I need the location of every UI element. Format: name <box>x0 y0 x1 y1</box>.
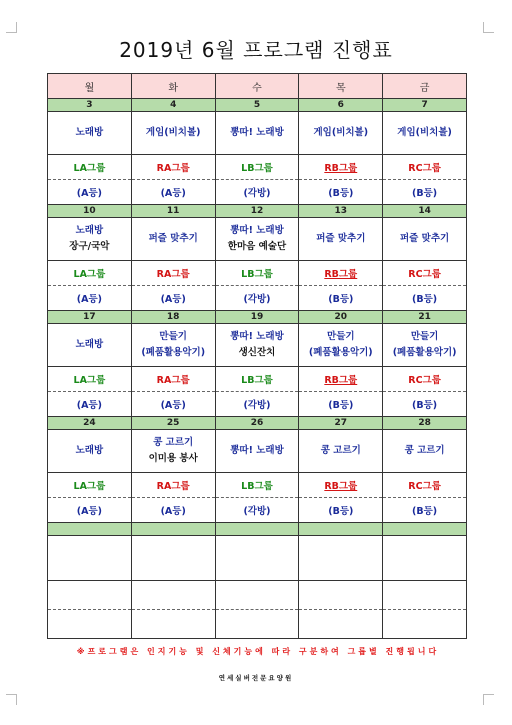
level-cell: (B등) <box>299 392 383 417</box>
activity-text: 뽕따! 노래방 <box>230 127 284 138</box>
level-cell: (각방) <box>215 392 299 417</box>
group-cell: RA그룹 <box>131 261 215 286</box>
date-row <box>48 205 467 218</box>
activity-cell <box>48 324 132 367</box>
group-cell: RA그룹 <box>131 473 215 498</box>
page-corner-mark <box>6 22 17 33</box>
activity-text: 노래방 <box>75 339 104 350</box>
activity-cell <box>48 430 132 473</box>
date-cell: 19 <box>215 311 299 324</box>
activity-cell <box>131 430 215 473</box>
activity-cell <box>299 218 383 261</box>
empty-cell <box>299 610 383 639</box>
empty-cell <box>215 536 299 581</box>
activity-text: 뽕따! 노래방 <box>230 445 284 456</box>
group-cell: RC그룹 <box>383 261 467 286</box>
activity-cell <box>383 430 467 473</box>
date-cell <box>48 523 132 536</box>
date-cell: 17 <box>48 311 132 324</box>
level-cell: (B등) <box>383 392 467 417</box>
date-cell <box>131 523 215 536</box>
empty-cell <box>299 581 383 610</box>
level-cell: (A등) <box>48 180 132 205</box>
weekday-header-row <box>48 74 467 99</box>
group-cell: RC그룹 <box>383 367 467 392</box>
level-cell: (각방) <box>215 180 299 205</box>
level-cell: (A등) <box>48 392 132 417</box>
group-cell: RA그룹 <box>131 367 215 392</box>
level-cell: (B등) <box>383 286 467 311</box>
empty-row <box>48 610 467 639</box>
date-cell: 20 <box>299 311 383 324</box>
empty-row <box>48 581 467 610</box>
empty-cell <box>383 581 467 610</box>
date-row <box>48 417 467 430</box>
date-cell: 28 <box>383 417 467 430</box>
schedule-table <box>47 73 467 639</box>
date-cell: 7 <box>383 99 467 112</box>
date-cell: 10 <box>48 205 132 218</box>
empty-cell <box>383 536 467 581</box>
empty-cell <box>215 610 299 639</box>
activity-cell <box>131 218 215 261</box>
date-row <box>48 99 467 112</box>
date-cell: 11 <box>131 205 215 218</box>
group-cell: LB그룹 <box>215 473 299 498</box>
activity-text: 콩 고르기 <box>153 437 194 448</box>
level-cell: (A등) <box>131 392 215 417</box>
date-cell: 12 <box>215 205 299 218</box>
activity-cell <box>299 324 383 367</box>
level-cell: (A등) <box>48 286 132 311</box>
group-row <box>48 155 467 180</box>
activity-subtext: 장구/국악 <box>69 241 110 252</box>
empty-cell <box>131 536 215 581</box>
date-cell <box>215 523 299 536</box>
activity-row <box>48 324 467 367</box>
activity-text: 퍼즐 맞추기 <box>399 233 450 244</box>
group-row <box>48 367 467 392</box>
empty-cell <box>48 610 132 639</box>
activity-text: 퍼즐 맞추기 <box>148 233 198 244</box>
activity-cell <box>131 324 215 367</box>
activity-text: 게임(비치볼) <box>313 127 369 138</box>
group-cell: LA그룹 <box>48 155 132 180</box>
activity-cell <box>383 112 467 155</box>
activity-subtext: (폐품활용악기) <box>308 347 373 358</box>
activity-row <box>48 112 467 155</box>
activity-cell <box>383 324 467 367</box>
date-cell: 4 <box>131 99 215 112</box>
page-corner-mark <box>483 22 494 33</box>
group-row <box>48 473 467 498</box>
activity-subtext: (폐품활용악기) <box>141 347 206 358</box>
activity-text: 노래방 <box>75 445 104 456</box>
program-note: ※프로그램은 인지기능 및 신체기능에 따라 구분하여 그룹별 진행됩니다 <box>76 647 440 656</box>
group-cell: RC그룹 <box>383 155 467 180</box>
activity-text: 만들기 <box>159 331 187 342</box>
group-cell: LA그룹 <box>48 261 132 286</box>
level-cell: (B등) <box>299 286 383 311</box>
group-cell: LB그룹 <box>215 155 299 180</box>
date-row <box>48 523 467 536</box>
level-cell: (B등) <box>299 180 383 205</box>
empty-cell <box>131 610 215 639</box>
empty-cell <box>215 581 299 610</box>
date-cell: 25 <box>131 417 215 430</box>
weekday-header: 금 <box>383 74 467 99</box>
group-cell: LB그룹 <box>215 367 299 392</box>
activity-cell <box>48 112 132 155</box>
activity-text: 만들기 <box>327 331 355 342</box>
level-cell: (B등) <box>383 498 467 523</box>
date-cell: 14 <box>383 205 467 218</box>
level-cell: (A등) <box>131 498 215 523</box>
activity-text: 게임(비치볼) <box>145 127 201 138</box>
page-corner-mark <box>483 694 494 705</box>
weekday-header: 월 <box>48 74 132 99</box>
activity-text: 뽕따! 노래방 <box>230 331 284 342</box>
activity-row <box>48 430 467 473</box>
activity-cell <box>215 218 299 261</box>
level-cell: (B등) <box>383 180 467 205</box>
weekday-header: 화 <box>131 74 215 99</box>
date-cell: 21 <box>383 311 467 324</box>
level-row <box>48 392 467 417</box>
activity-text: 퍼즐 맞추기 <box>316 233 366 244</box>
level-row <box>48 180 467 205</box>
activity-text: 뽕따! 노래방 <box>230 225 284 236</box>
page-corner-mark <box>6 694 17 705</box>
group-cell: RB그룹 <box>299 261 383 286</box>
group-row <box>48 261 467 286</box>
activity-text: 게임(비치볼) <box>397 127 452 138</box>
level-cell: (A등) <box>131 286 215 311</box>
activity-cell <box>383 218 467 261</box>
group-cell: RA그룹 <box>131 155 215 180</box>
group-cell: RB그룹 <box>299 367 383 392</box>
date-row <box>48 311 467 324</box>
activity-text: 노래방 <box>75 127 104 138</box>
level-row <box>48 286 467 311</box>
empty-cell <box>383 610 467 639</box>
date-cell: 6 <box>299 99 383 112</box>
group-cell: RB그룹 <box>299 473 383 498</box>
activity-cell <box>131 112 215 155</box>
level-cell: (각방) <box>215 286 299 311</box>
group-cell: LA그룹 <box>48 367 132 392</box>
activity-cell <box>215 324 299 367</box>
activity-text: 노래방 <box>75 225 104 236</box>
level-cell: (A등) <box>48 498 132 523</box>
date-cell: 27 <box>299 417 383 430</box>
page-title: 2019년 6월 프로그램 진행표 <box>119 38 393 62</box>
activity-cell <box>48 218 132 261</box>
activity-text: 콩 고르기 <box>320 445 361 456</box>
date-cell <box>299 523 383 536</box>
date-cell: 24 <box>48 417 132 430</box>
empty-cell <box>131 581 215 610</box>
date-cell: 3 <box>48 99 132 112</box>
activity-cell <box>215 112 299 155</box>
empty-cell <box>48 536 132 581</box>
activity-subtext: (폐품활용악기) <box>392 347 457 358</box>
activity-text: 만들기 <box>410 331 439 342</box>
date-cell: 18 <box>131 311 215 324</box>
group-cell: LB그룹 <box>215 261 299 286</box>
date-cell <box>383 523 467 536</box>
activity-subtext: 한마음 예술단 <box>227 241 287 252</box>
activity-subtext: 이미용 봉사 <box>148 453 198 464</box>
facility-name: 연세실버전문요양원 <box>218 674 294 682</box>
group-cell: RB그룹 <box>299 155 383 180</box>
activity-subtext: 생신잔치 <box>238 347 276 358</box>
group-cell: LA그룹 <box>48 473 132 498</box>
activity-cell <box>299 112 383 155</box>
activity-text: 콩 고르기 <box>404 445 445 456</box>
empty-cell <box>48 581 132 610</box>
level-cell: (각방) <box>215 498 299 523</box>
weekday-header: 목 <box>299 74 383 99</box>
date-cell: 26 <box>215 417 299 430</box>
date-cell: 13 <box>299 205 383 218</box>
activity-cell <box>299 430 383 473</box>
level-cell: (B등) <box>299 498 383 523</box>
date-cell: 5 <box>215 99 299 112</box>
empty-row <box>48 536 467 581</box>
weekday-header: 수 <box>215 74 299 99</box>
level-cell: (A등) <box>131 180 215 205</box>
level-row <box>48 498 467 523</box>
activity-cell <box>215 430 299 473</box>
activity-row <box>48 218 467 261</box>
group-cell: RC그룹 <box>383 473 467 498</box>
empty-cell <box>299 536 383 581</box>
